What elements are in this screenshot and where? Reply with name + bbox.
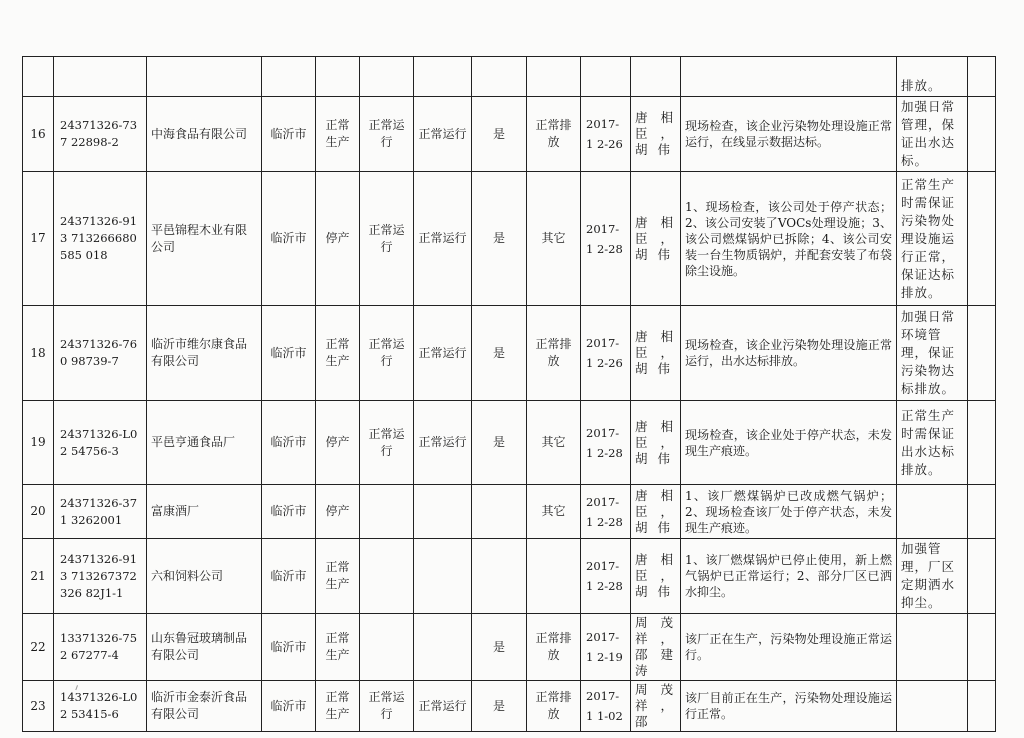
inspectors bbox=[631, 57, 681, 97]
facility-operation-1: 正常运行 bbox=[360, 401, 414, 485]
production-status: 正常生产 bbox=[316, 614, 360, 681]
required-action bbox=[897, 614, 968, 681]
inspection-finding: 1、现场检查，该公司处于停产状态；2、该公司安装了VOCs处理设施；3、该公司燃煤锅炉已拆除；4、该公司安装一台生物质锅炉，并配套安装了布袋除尘设施。 bbox=[681, 172, 897, 306]
required-action: 加强日常管理，保证出水达标。 bbox=[897, 97, 968, 172]
facility-operation-1: 正常运行 bbox=[360, 172, 414, 306]
blank-cell bbox=[968, 485, 996, 539]
inspectors: 唐 相 臣，胡 伟 bbox=[631, 172, 681, 306]
row-number: 20 bbox=[23, 485, 54, 539]
city: 临沂市 bbox=[262, 681, 316, 732]
inspection-date bbox=[581, 57, 631, 97]
inspection-table bbox=[22, 56, 996, 732]
facility-operation-1 bbox=[360, 614, 414, 681]
table-row bbox=[23, 401, 996, 485]
compliance-flag bbox=[472, 539, 527, 614]
company-id: 24371326-737 22898-2 bbox=[54, 97, 147, 172]
city: 临沂市 bbox=[262, 485, 316, 539]
production-status: 停产 bbox=[316, 401, 360, 485]
inspection-date: 2017-1 2-28 bbox=[581, 401, 631, 485]
table-row bbox=[23, 614, 996, 681]
city: 临沂市 bbox=[262, 539, 316, 614]
row-number: 23 bbox=[23, 681, 54, 732]
company-id: 24371326-913 713267372326 82J1-1 bbox=[54, 539, 147, 614]
facility-operation-2 bbox=[414, 57, 472, 97]
inspection-finding: 现场检查，该企业污染物处理设施正常运行，出水达标排放。 bbox=[681, 306, 897, 401]
facility-operation-2: 正常运行 bbox=[414, 306, 472, 401]
row-number bbox=[23, 57, 54, 97]
inspectors: 唐 相 臣，胡 伟 bbox=[631, 539, 681, 614]
city: 临沂市 bbox=[262, 97, 316, 172]
production-status: 停产 bbox=[316, 172, 360, 306]
blank-cell bbox=[968, 614, 996, 681]
blank-cell bbox=[968, 306, 996, 401]
compliance-flag: 是 bbox=[472, 614, 527, 681]
inspection-finding: 1、该厂燃煤锅炉已停止使用，新上燃气锅炉已正常运行；2、部分厂区已洒水抑尘。 bbox=[681, 539, 897, 614]
inspection-date: 2017-1 2-28 bbox=[581, 172, 631, 306]
company-name: 临沂市金泰沂食品有限公司 bbox=[147, 681, 262, 732]
company-id: 24371326-913 713266680585 018 bbox=[54, 172, 147, 306]
inspectors: 唐 相 臣，胡 伟 bbox=[631, 306, 681, 401]
compliance-flag bbox=[472, 57, 527, 97]
row-number: 17 bbox=[23, 172, 54, 306]
company-name: 山东鲁冠玻璃制品有限公司 bbox=[147, 614, 262, 681]
production-status bbox=[316, 57, 360, 97]
production-status: 停产 bbox=[316, 485, 360, 539]
production-status: 正常生产 bbox=[316, 539, 360, 614]
inspection-finding: 现场检查，该企业污染物处理设施正常运行，在线显示数据达标。 bbox=[681, 97, 897, 172]
table-row bbox=[23, 172, 996, 306]
emission-status: 正常排放 bbox=[527, 681, 581, 732]
compliance-flag bbox=[472, 485, 527, 539]
facility-operation-1 bbox=[360, 539, 414, 614]
table-row bbox=[23, 306, 996, 401]
facility-operation-2 bbox=[414, 485, 472, 539]
table-row bbox=[23, 57, 996, 97]
facility-operation-2 bbox=[414, 539, 472, 614]
company-id: 24371326-760 98739-7 bbox=[54, 306, 147, 401]
blank-cell bbox=[968, 401, 996, 485]
row-number: 16 bbox=[23, 97, 54, 172]
emission-status: 其它 bbox=[527, 172, 581, 306]
inspection-date: 2017-1 1-02 bbox=[581, 681, 631, 732]
compliance-flag: 是 bbox=[472, 172, 527, 306]
blank-cell bbox=[968, 172, 996, 306]
required-action bbox=[897, 485, 968, 539]
company-name: 中海食品有限公司 bbox=[147, 97, 262, 172]
row-number: 22 bbox=[23, 614, 54, 681]
facility-operation-2: 正常运行 bbox=[414, 97, 472, 172]
production-status: 正常生产 bbox=[316, 306, 360, 401]
city: 临沂市 bbox=[262, 614, 316, 681]
inspection-date: 2017-1 2-28 bbox=[581, 539, 631, 614]
facility-operation-1 bbox=[360, 485, 414, 539]
inspection-date: 2017-1 2-28 bbox=[581, 485, 631, 539]
compliance-flag: 是 bbox=[472, 97, 527, 172]
inspection-finding bbox=[681, 57, 897, 97]
required-action: 排放。 bbox=[897, 57, 968, 97]
table-row bbox=[23, 681, 996, 732]
blank-cell bbox=[968, 539, 996, 614]
company-name: 平邑亨通食品厂 bbox=[147, 401, 262, 485]
company-name: 平邑锦程木业有限公司 bbox=[147, 172, 262, 306]
inspection-finding: 1、该厂燃煤锅炉已改成燃气锅炉；2、现场检查该厂处于停产状态，未发现生产痕迹。 bbox=[681, 485, 897, 539]
inspectors: 周 茂 祥，邵 建涛 bbox=[631, 614, 681, 681]
inspection-finding: 该厂目前正在生产，污染物处理设施运行正常。 bbox=[681, 681, 897, 732]
company-id: 13371326-752 67277-4 bbox=[54, 614, 147, 681]
facility-operation-1: 正常运行 bbox=[360, 97, 414, 172]
company-id: 24371326-L02 54756-3 bbox=[54, 401, 147, 485]
city: 临沂市 bbox=[262, 401, 316, 485]
required-action: 加强管理，厂区定期洒水抑尘。 bbox=[897, 539, 968, 614]
production-status: 正常生产 bbox=[316, 97, 360, 172]
emission-status: 其它 bbox=[527, 485, 581, 539]
inspection-date: 2017-1 2-19 bbox=[581, 614, 631, 681]
inspection-finding: 该厂正在生产，污染物处理设施正常运行。 bbox=[681, 614, 897, 681]
company-name: 富康酒厂 bbox=[147, 485, 262, 539]
company-name: 临沂市维尔康食品有限公司 bbox=[147, 306, 262, 401]
company-name: 六和饲料公司 bbox=[147, 539, 262, 614]
production-status: 正常生产 bbox=[316, 681, 360, 732]
emission-status bbox=[527, 57, 581, 97]
company-id: 24371326-371 3262001 bbox=[54, 485, 147, 539]
facility-operation-1: 正常运行 bbox=[360, 681, 414, 732]
table-row bbox=[23, 485, 996, 539]
facility-operation-1: 正常运行 bbox=[360, 306, 414, 401]
emission-status: 正常排放 bbox=[527, 97, 581, 172]
emission-status: 正常排放 bbox=[527, 614, 581, 681]
company-id bbox=[54, 57, 147, 97]
blank-cell bbox=[968, 97, 996, 172]
required-action: 正常生产时需保证污染物处理设施运行正常，保证达标排放。 bbox=[897, 172, 968, 306]
emission-status: 其它 bbox=[527, 401, 581, 485]
emission-status bbox=[527, 539, 581, 614]
inspection-date: 2017-1 2-26 bbox=[581, 97, 631, 172]
city bbox=[262, 57, 316, 97]
company-name bbox=[147, 57, 262, 97]
blank-cell bbox=[968, 57, 996, 97]
inspection-finding: 现场检查，该企业处于停产状态，未发现生产痕迹。 bbox=[681, 401, 897, 485]
table-row bbox=[23, 97, 996, 172]
row-number: 18 bbox=[23, 306, 54, 401]
inspectors: 唐 相 臣，胡 伟 bbox=[631, 401, 681, 485]
facility-operation-2 bbox=[414, 614, 472, 681]
company-id: 14371326-L02 53415-6 bbox=[54, 681, 147, 732]
inspectors: 周 茂 祥，邵 bbox=[631, 681, 681, 732]
facility-operation-2: 正常运行 bbox=[414, 401, 472, 485]
required-action: 加强日常环境管理，保证污染物达标排放。 bbox=[897, 306, 968, 401]
emission-status: 正常排放 bbox=[527, 306, 581, 401]
facility-operation-2: 正常运行 bbox=[414, 681, 472, 732]
required-action bbox=[897, 681, 968, 732]
blank-cell bbox=[968, 681, 996, 732]
city: 临沂市 bbox=[262, 172, 316, 306]
compliance-flag: 是 bbox=[472, 306, 527, 401]
compliance-flag: 是 bbox=[472, 681, 527, 732]
required-action: 正常生产时需保证出水达标排放。 bbox=[897, 401, 968, 485]
inspectors: 唐 相 臣，胡 伟 bbox=[631, 485, 681, 539]
table-row bbox=[23, 539, 996, 614]
city: 临沂市 bbox=[262, 306, 316, 401]
row-number: 21 bbox=[23, 539, 54, 614]
compliance-flag: 是 bbox=[472, 401, 527, 485]
facility-operation-1 bbox=[360, 57, 414, 97]
row-number: 19 bbox=[23, 401, 54, 485]
inspectors: 唐 相 臣，胡 伟 bbox=[631, 97, 681, 172]
facility-operation-2: 正常运行 bbox=[414, 172, 472, 306]
inspection-date: 2017-1 2-26 bbox=[581, 306, 631, 401]
